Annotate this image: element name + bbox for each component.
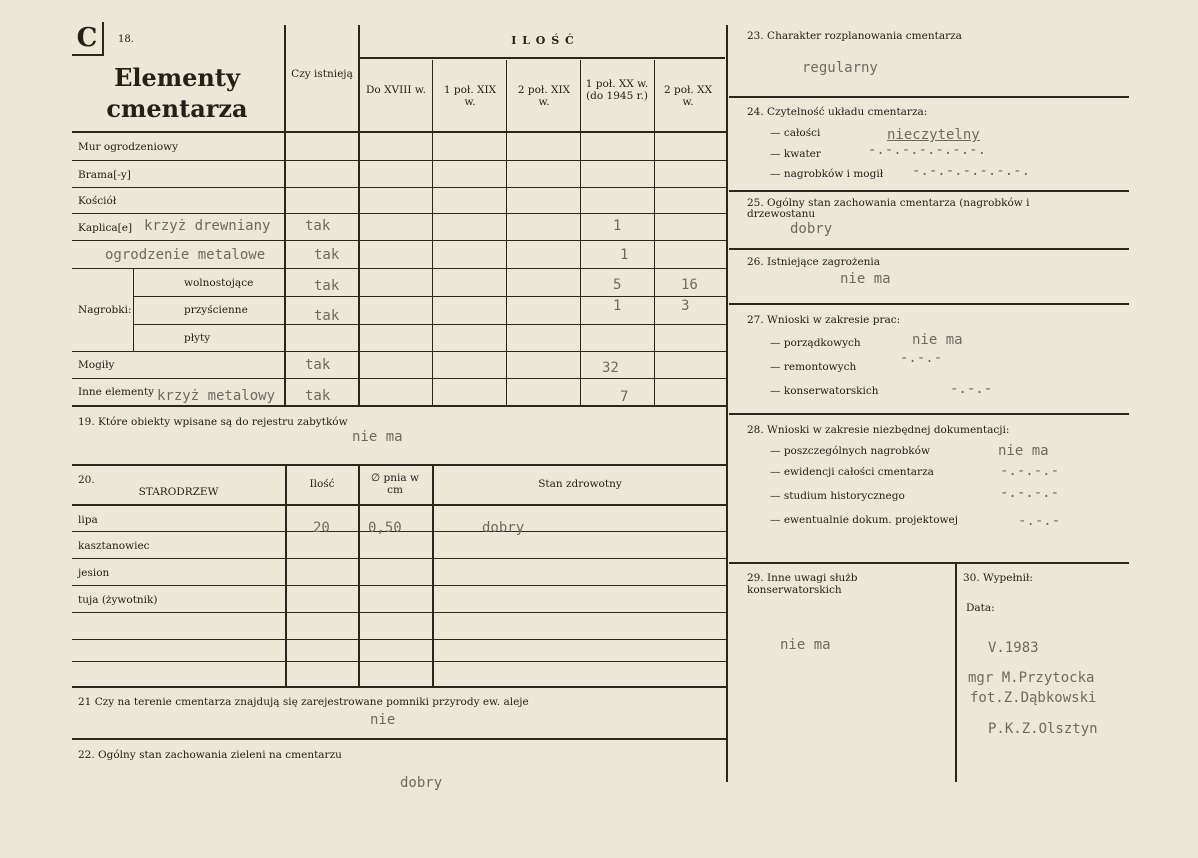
row-rule [72, 268, 726, 269]
s24-item: — nagrobków i mogił [770, 168, 884, 180]
ogrodzenie-exists: tak [314, 247, 340, 263]
s24-kwater-value: -.-.-.-.-.-.-. [868, 142, 987, 158]
table-bottom-rule [72, 405, 726, 407]
s28-item: — poszczególnych nagrobków [770, 445, 930, 457]
s25-value: dobry [790, 221, 833, 237]
wolnostojace-qty-xx2: 16 [681, 277, 698, 293]
col-rule [432, 60, 433, 406]
row-label-inne: Inne elementy [78, 386, 155, 398]
s21-bottom-rule [72, 738, 726, 740]
s28-item: — ewentualnie dokum. projektowej [770, 514, 958, 526]
section-title: Elementy cmentarza [106, 63, 248, 123]
s27-value: -.-.- [900, 350, 943, 366]
s30-office: P.K.Z.Olsztyn [988, 721, 1098, 737]
kaplica-qty: 1 [613, 218, 622, 234]
s24-item: — całości [770, 127, 821, 139]
row-label-kosciol: Kościół [78, 195, 117, 207]
nagrobki-rule [133, 269, 134, 351]
exists-column-header: Czy istnieją [291, 68, 353, 80]
s30-date-label: Data: [966, 602, 995, 614]
tree-rule [72, 639, 726, 640]
row-rule [72, 187, 726, 188]
col-rule [580, 60, 581, 406]
s25-label: 25. Ogólny stan zachowania cmentarza (nagrobków i drzewostanu [747, 197, 1030, 220]
row-label-mur: Mur ogrodzeniowy [78, 141, 179, 153]
tree-health-header: Stan zdrowotny [538, 478, 622, 490]
row-label-kaplica: Kaplica[e] [78, 222, 133, 234]
mogily-qty: 32 [602, 360, 619, 376]
s26-label: 26. Istniejące zagrożenia [747, 256, 881, 268]
row-label-przyscienne: przyścienne [184, 304, 248, 316]
mogily-exists: tak [305, 357, 331, 373]
s24-bottom-rule [729, 190, 1129, 192]
lipa-qty: 20 [313, 520, 330, 536]
s19-label: 19. Które obiekty wpisane są do rejestru zabytków [78, 416, 348, 428]
s23-label: 23. Charakter rozplanowania cmentarza [747, 30, 962, 42]
row-rule [72, 351, 726, 352]
s29-value: nie ma [780, 637, 831, 653]
s24-nagrobkow-value: -.-.-.-.-.-.-. [912, 163, 1031, 179]
s29-s30-rule [955, 564, 957, 782]
qty-header-rule [359, 57, 725, 59]
s23-bottom-rule [729, 96, 1129, 98]
row-rule [72, 213, 726, 214]
przyscienne-qty-xx1: 1 [613, 298, 622, 314]
przyscienne-qty-xx2: 3 [681, 298, 690, 314]
tree-col-rule [285, 466, 287, 687]
tree-col-rule [358, 466, 360, 687]
s28-value: -.-.- [1018, 513, 1061, 529]
s24-label: 24. Czytelność układu cmentarza: [747, 106, 928, 118]
s20-header-rule [72, 504, 726, 506]
s28-value: -.-.-.- [1000, 463, 1060, 479]
inne-exists: tak [305, 388, 331, 404]
row-label-nagrobki: Nagrobki: [78, 304, 132, 316]
s30-author: mgr M.Przytocka [968, 670, 1095, 686]
kaplica-exists: tak [305, 218, 331, 234]
col-rule [654, 60, 655, 406]
s24-item: — kwater [770, 148, 821, 160]
center-rule [726, 25, 728, 782]
lipa-diameter: 0,50 [368, 520, 402, 536]
s28-item: — ewidencji całości cmentarza [770, 466, 934, 478]
s30-photographer: fot.Z.Dąbkowski [970, 690, 1097, 706]
s23-value: regularny [802, 60, 878, 76]
s20-bottom-rule [72, 686, 726, 688]
inne-qty: 7 [620, 389, 629, 405]
row-rule [72, 378, 726, 379]
s27-value: -.-.- [950, 381, 993, 397]
header-bottom-rule [72, 131, 726, 133]
period-header: Do XVIII w. [366, 84, 426, 96]
s21-value: nie [370, 712, 396, 728]
s28-value: -.-.-.- [1000, 485, 1060, 501]
s28-bottom-rule [729, 562, 1129, 564]
wolnostojace-exists: tak [314, 278, 340, 294]
s28-label: 28. Wnioski w zakresie niezbędnej dokumentacji: [747, 424, 1010, 436]
row-rule [72, 160, 726, 161]
s22-label: 22. Ogólny stan zachowania zieleni na cmentarzu [78, 749, 342, 761]
ogrodzenie-typed: ogrodzenie metalowe [105, 247, 266, 263]
s20-number: 20. [78, 474, 95, 486]
s28-item: — studium historycznego [770, 490, 905, 502]
quantity-header: I L O Ś Ć [511, 34, 575, 47]
period-header: 1 poł. XX w. (do 1945 r.) [585, 78, 649, 102]
s22-value: dobry [400, 775, 443, 791]
s27-item: — porządkowych [770, 337, 861, 349]
tree-rule [72, 612, 726, 613]
tree-name: tuja (żywotnik) [78, 594, 158, 606]
tree-name: jesion [78, 567, 110, 579]
row-label-plyty: płyty [184, 332, 211, 344]
tree-diameter-header: ∅ pnia w cm [371, 472, 419, 496]
ogrodzenie-qty: 1 [620, 247, 629, 263]
s19-value: nie ma [352, 429, 403, 445]
period-header: 1 poł. XIX w. [443, 84, 497, 108]
przyscienne-exists: tak [314, 308, 340, 324]
row-label-mogily: Mogiły [78, 359, 115, 371]
section-number: 18. [118, 34, 134, 45]
tree-rule [72, 585, 726, 586]
tree-rule [72, 558, 726, 559]
col-rule [284, 25, 286, 406]
kaplica-typed: krzyż drewniany [144, 218, 271, 234]
section-letter: C [72, 22, 104, 56]
row-rule [133, 296, 726, 297]
s21-label: 21 Czy na terenie cmentarza znajdują się zarejestrowane pomniki przyrody ew. aleje [78, 696, 529, 708]
s20-title: STARODRZEW [138, 486, 219, 498]
tree-rule [72, 661, 726, 662]
row-rule [72, 240, 726, 241]
col-rule [506, 60, 507, 406]
s30-date: V.1983 [988, 640, 1039, 656]
s27-item: — remontowych [770, 361, 857, 373]
s27-item: — konserwatorskich [770, 385, 879, 397]
tree-name: lipa [78, 514, 98, 526]
row-label-brama: Brama[-y] [78, 169, 131, 181]
s30-label: 30. Wypełnił: [963, 572, 1033, 584]
lipa-health: dobry [482, 520, 525, 536]
period-header: 2 poł. XIX w. [517, 84, 571, 108]
s26-value: nie ma [840, 271, 891, 287]
col-rule [358, 25, 360, 406]
s27-bottom-rule [729, 413, 1129, 415]
s26-bottom-rule [729, 303, 1129, 305]
s28-value: nie ma [998, 443, 1049, 459]
wolnostojace-qty-xx1: 5 [613, 277, 622, 293]
s25-bottom-rule [729, 248, 1129, 250]
s29-label: 29. Inne uwagi służb konserwatorskich [747, 572, 858, 596]
row-rule [133, 324, 726, 325]
tree-col-rule [432, 466, 434, 687]
tree-qty-header: Ilość [309, 478, 335, 490]
s24-calosci-value: nieczytelny [887, 127, 980, 143]
period-header: 2 poł. XX w. [663, 84, 713, 108]
tree-name: kasztanowiec [78, 540, 150, 552]
s27-label: 27. Wnioski w zakresie prac: [747, 314, 901, 326]
row-label-wolnostojace: wolnostojące [184, 277, 254, 289]
inne-typed: krzyż metalowy [157, 388, 276, 404]
s19-bottom-rule [72, 464, 726, 466]
s27-value: nie ma [912, 332, 963, 348]
